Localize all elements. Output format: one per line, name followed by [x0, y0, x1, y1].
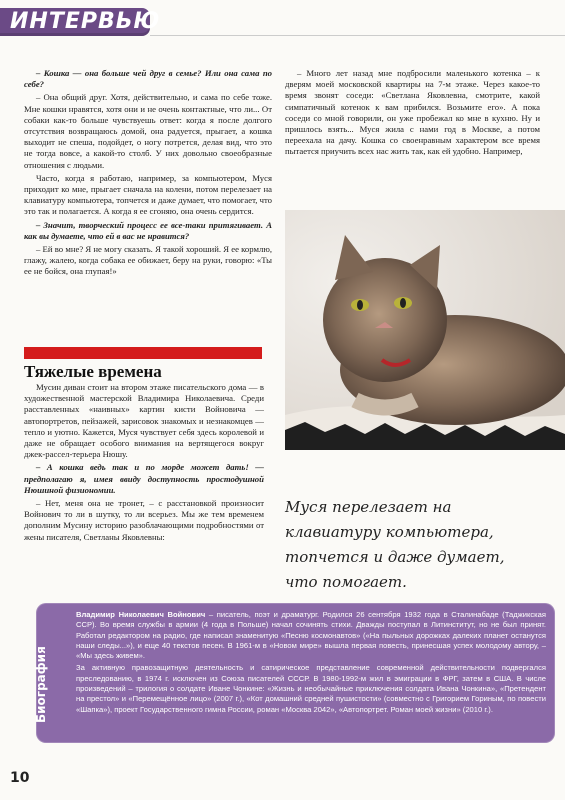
question: – А кошка ведь так и по морде может дать! — предполагаю я, имея ввиду доступность простодушной Нюшиной физиономии.: [24, 462, 264, 495]
column-right-top: [285, 68, 540, 160]
caption-line: что помогает.: [285, 573, 407, 591]
section-header-tab: [0, 8, 161, 36]
paragraph: Часто, когда я работаю, например, за компьютером, Муся приходит ко мне, прыгает сначала на колени, потом перелезает на клавиатуру компьютера, топчется и даже думает, что помогает, что это так и полагается. А когда я ее сгоняю, она очень сердится.: [24, 172, 272, 217]
page-number: 10: [10, 770, 30, 786]
caption-line: топчется и даже думает,: [285, 548, 505, 566]
biography-name: Владимир Николаевич Войнович: [76, 610, 206, 619]
paragraph: – Она общий друг. Хотя, действительно, и сама по себе тоже. Мне кошки нравятся, хотя они и не очень контактные, что ли... От собаки как-то больше чувствуешь ответ: когда я после долгого отсутствия возвращаюсь домой, она радуется, прыгает, а кошка выходит не спеша, подойдет, о ногу потрется, делая вид, что это не тогда вовсе, а какой-то столб. У них довольно своеобразные отношения с людьми.: [24, 92, 272, 170]
paragraph: – Ей во мне? Я не могу сказать. Я такой хороший. Я ее кормлю, глажу, жалею, когда собака ее обижает, беру на руки, говорю: «Ты ее не бойся, она глупая!»: [24, 244, 272, 277]
biography-box: [36, 603, 555, 743]
caption-line: Муся перелезает на: [285, 498, 452, 516]
photo-caption: [285, 495, 555, 595]
section-title: ИНТЕРВЬЮ: [10, 9, 161, 34]
section-bar: [24, 347, 262, 359]
question: – Кошка — она больше чей друг в семье? Или она сама по себе?: [24, 68, 272, 90]
subsection-title: Тяжелые времена: [24, 362, 162, 381]
biography-text: [76, 610, 546, 715]
column-left-top: [24, 68, 272, 280]
cat-illustration: [285, 210, 565, 450]
cat-photo: [285, 210, 565, 450]
biography-label-area: [34, 613, 62, 733]
biography-paragraph: [76, 610, 546, 661]
biography-label: Биография: [34, 646, 48, 723]
caption-line: клавиатуру компьютера,: [285, 523, 494, 541]
paragraph: – Много лет назад мне подбросили маленького котенка – к дверям моей московской квартиры на 7-м этаже. Через какое-то время звонят соседи: «Светлана Яковлевна, смотрите, какой симпатичный котенок к вам прибился. Возьмите его». А пока соседи со мной говорили, он уже пробежал ко мне в кухню. Ну и пришлось взять... Муся жила с нами год в Москве, а потом переехала на дачу. Кошка со своенравным характером все время пытается приучить всех нас жить так, как ей удобно. Например,: [285, 68, 540, 157]
biography-text-part: – писатель, поэт и драматург. Родился 26 сентября 1932 года в Сталинабаде (Таджикская ССР). Во время службы в армии (4 года в Польше) начал сочинять стихи. Дважды поступал в Литинститут, но не был принят. Работал редактором на радио, где написал знаменитую «Песню космонавтов» («На пыльных дорожках далеких планет останутся наши следы...»), и еще 40 текстов песен. В 1961-м в «Новом мире» вышла первая повесть, принесшая успех молодому автору, – «Мы здесь живем».: [76, 610, 546, 661]
column-left-bottom: [24, 382, 264, 545]
question: – Значит, творческий процесс ее все-таки притягивает. А как вы думаете, что ей в вас не нравится?: [24, 219, 272, 241]
paragraph: – Нет, меня она не тронет, – с расстановкой произносит Войнович то ли в шутку, то ли всерьез. Мы же тем временем дополним Мусину историю разоблачающими подробностями от жены писателя, Светланы Яковлевны:: [24, 498, 264, 542]
paragraph: Мусин диван стоит на втором этаже писательского дома — в художественной мастерской Владимира Николаевича. Среди расставленных «наивных» картин кисти Войновича — автопортретов, пейзажей, зарисовок знакомых и незнакомцев — тепло и уютно. Кажется, Муся чувствует себя здесь королевой и даже не обращает особого внимания на вертящегося вокруг джек-рассел-терьера Нюшу.: [24, 382, 264, 460]
header-divider: [150, 35, 565, 36]
biography-paragraph: За активную правозащитную деятельность и сатирическое представление современной действительности подвергался преследованию, в 1974 г. исключен из Союза писателей СССР. В 1980-1992-м жил в эмиграции в ФРГ, затем в США. В числе произведений – трилогия о солдате Иване Чонкине: «Жизнь и необычайные приключения солдата Ивана Чонкина», «Претендент на престол» и «Перемещённое лицо» (2007 г.), «Кот домашний средней пушистости» (совместно с Григорием Гориным, по повести «Шапка»), проект Государственного гимна России, роман «Москва 2042», «Автопортрет. Роман моей жизни» (2010 г.).: [76, 663, 546, 714]
